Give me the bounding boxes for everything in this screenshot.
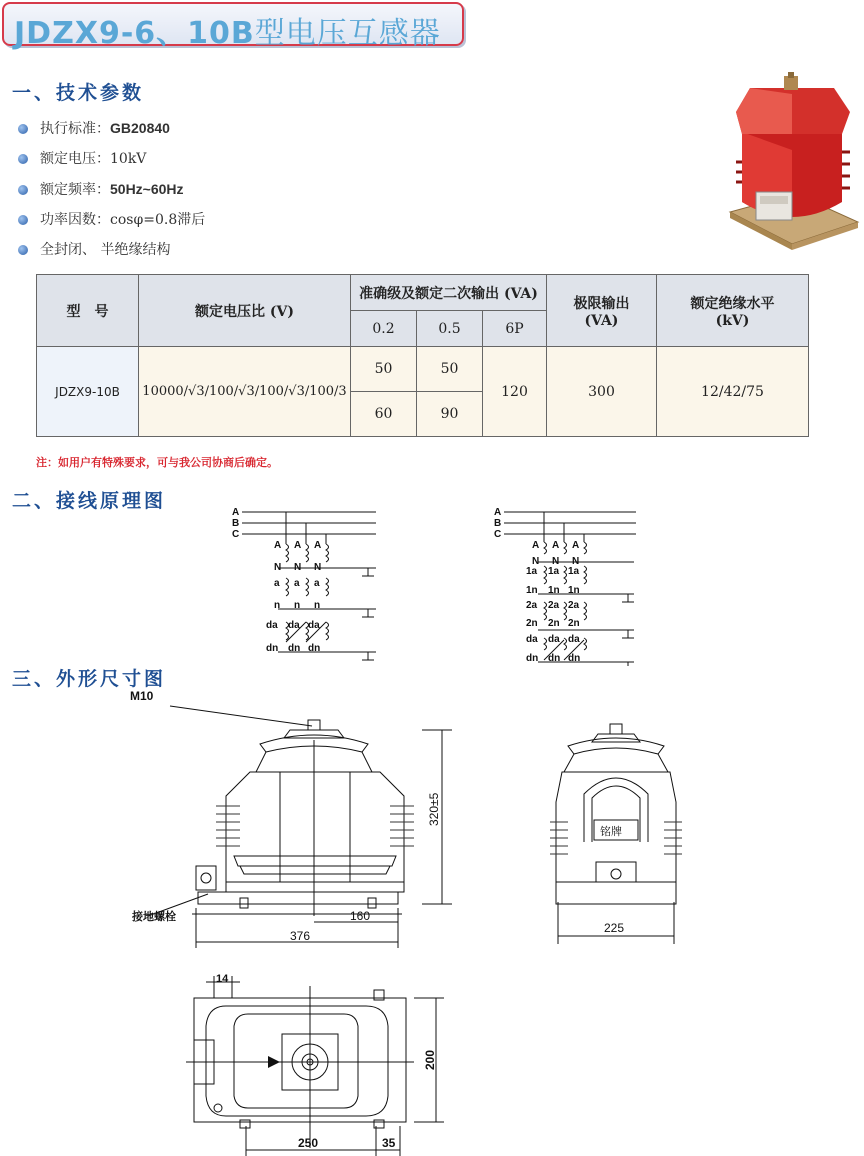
bullet-icon xyxy=(18,185,28,195)
terminal-label: N xyxy=(294,562,302,573)
dimension-14: 14 xyxy=(216,973,229,985)
terminal-label: A xyxy=(552,540,560,551)
terminal-label: da xyxy=(568,634,580,645)
header-insulation-unit: (kV) xyxy=(715,312,750,329)
terminal-label: A xyxy=(294,540,302,551)
phase-a-label: A xyxy=(494,507,502,518)
nameplate-label: 铭牌 xyxy=(600,826,622,838)
terminal-label: N xyxy=(274,562,282,573)
terminal-label: N xyxy=(532,556,540,567)
title-model: JDZX9-6、10B xyxy=(14,16,255,51)
spec-label: 全封闭、 半绝缘结构 xyxy=(40,242,171,258)
header-ratio: 额定电压比 (V) xyxy=(139,275,351,347)
terminal-label: 2a xyxy=(568,600,580,611)
wiring-diagram-left xyxy=(228,504,388,664)
phase-c-label: C xyxy=(232,529,240,540)
section-outline-heading: 三、外形尺寸图 xyxy=(12,668,167,690)
terminal-label: 2a xyxy=(548,600,560,611)
terminal-label: dn xyxy=(308,643,321,654)
bullet-icon xyxy=(18,124,28,134)
cell-05-b: 90 xyxy=(417,392,483,437)
height-dimension: 320±5 xyxy=(427,792,441,826)
cell-limit: 300 xyxy=(547,347,657,437)
spec-item-standard xyxy=(18,118,170,138)
terminal-label: 1n xyxy=(548,585,560,596)
terminal-label: N xyxy=(552,556,560,567)
top-view-drawing xyxy=(186,970,446,1156)
terminal-label: da xyxy=(288,620,300,631)
terminal-label: 2n xyxy=(548,618,560,629)
bullet-icon xyxy=(18,215,28,225)
terminal-label: 2a xyxy=(526,600,538,611)
terminal-label: da xyxy=(548,634,560,645)
spec-label: 额定频率： xyxy=(40,182,110,198)
terminal-label: dn xyxy=(288,643,301,654)
width-160-dimension: 160 xyxy=(350,909,371,923)
product-photo xyxy=(722,72,860,250)
spec-value: cosφ=0.8滞后 xyxy=(110,212,206,228)
page-title xyxy=(14,8,441,52)
terminal-label: A xyxy=(274,540,282,551)
header-limit-unit: (VA) xyxy=(584,312,619,329)
header-accuracy: 准确级及额定二次输出 (VA) xyxy=(351,275,547,311)
terminal-label: A xyxy=(532,540,540,551)
terminal-label: 1a xyxy=(548,566,560,577)
phase-a-label: A xyxy=(232,507,240,518)
title-suffix: 型电压互感器 xyxy=(254,16,441,51)
width-225-dimension: 225 xyxy=(604,921,625,935)
front-view-drawing xyxy=(130,686,460,948)
arrow-icon xyxy=(268,1056,280,1068)
spec-item-frequency xyxy=(18,179,184,199)
wiring-diagram-right xyxy=(492,504,642,666)
section-tech-heading: 一、技术参数 xyxy=(12,82,145,104)
terminal-label: a xyxy=(314,578,320,589)
cell-05-a: 50 xyxy=(417,347,483,392)
header-limit-label: 极限输出 xyxy=(573,295,630,312)
terminal-label: n xyxy=(314,600,321,611)
cell-model: JDZX9-10B xyxy=(37,347,139,437)
side-view-drawing xyxy=(548,722,688,944)
terminal-label: dn xyxy=(526,653,539,664)
width-376-dimension: 376 xyxy=(290,929,311,943)
cell-6p: 120 xyxy=(483,347,547,437)
spec-value: GB20840 xyxy=(110,120,170,136)
cell-02-a: 50 xyxy=(351,347,417,392)
bullet-icon xyxy=(18,245,28,255)
header-insulation xyxy=(657,275,809,347)
phase-c-label: C xyxy=(494,529,502,540)
spec-item-structure xyxy=(18,239,170,259)
spec-label: 额定电压： xyxy=(40,151,110,167)
terminal-label: 2n xyxy=(526,618,538,629)
ground-bolt-label: 接地螺栓 xyxy=(132,911,176,923)
cell-ratio: 10000/√3/100/√3/100/√3/100/3 xyxy=(139,347,351,437)
header-model: 型 号 xyxy=(37,275,139,347)
cell-insulation: 12/42/75 xyxy=(657,347,809,437)
spec-value: 10kV xyxy=(110,151,147,167)
spec-item-voltage xyxy=(18,148,146,168)
terminal-label: 1n xyxy=(568,585,580,596)
terminal-label: 1n xyxy=(526,585,538,596)
terminal-label: dn xyxy=(548,653,561,664)
terminal-label: N xyxy=(572,556,580,567)
section-wiring-heading: 二、接线原理图 xyxy=(12,490,167,512)
terminal-label: n xyxy=(274,600,281,611)
header-insulation-label: 额定绝缘水平 xyxy=(690,295,775,312)
terminal-label: a xyxy=(294,578,300,589)
spec-label: 执行标准： xyxy=(40,121,110,137)
m10-label: M10 xyxy=(130,689,154,703)
header-acc-6p: 6P xyxy=(483,311,547,347)
bullet-icon xyxy=(18,154,28,164)
spec-label: 功率因数： xyxy=(40,212,110,228)
terminal-label: n xyxy=(294,600,301,611)
terminal-label: 2n xyxy=(568,618,580,629)
spec-item-power-factor xyxy=(18,209,205,229)
terminal-label: dn xyxy=(568,653,581,664)
terminal-label: da xyxy=(266,620,278,631)
header-limit xyxy=(547,275,657,347)
spec-value: 50Hz~60Hz xyxy=(110,181,184,197)
terminal-label: 1a xyxy=(526,566,538,577)
phase-b-label: B xyxy=(232,518,240,529)
terminal-label: da xyxy=(308,620,320,631)
terminal-label: da xyxy=(526,634,538,645)
spec-table xyxy=(36,274,809,437)
cell-02-b: 60 xyxy=(351,392,417,437)
footnote: 注：如用户有特殊要求，可与我公司协商后确定。 xyxy=(36,456,278,469)
header-acc-05: 0.5 xyxy=(417,311,483,347)
phase-b-label: B xyxy=(494,518,502,529)
dimension-200: 200 xyxy=(423,1049,437,1070)
terminal-label: A xyxy=(314,540,322,551)
terminal-label: dn xyxy=(266,643,279,654)
dimension-35: 35 xyxy=(382,1136,396,1150)
terminal-label: 1a xyxy=(568,566,580,577)
terminal-label: a xyxy=(274,578,280,589)
dimension-250: 250 xyxy=(298,1136,319,1150)
header-acc-02: 0.2 xyxy=(351,311,417,347)
terminal-label: A xyxy=(572,540,580,551)
title-box xyxy=(2,2,464,51)
terminal-label: N xyxy=(314,562,322,573)
